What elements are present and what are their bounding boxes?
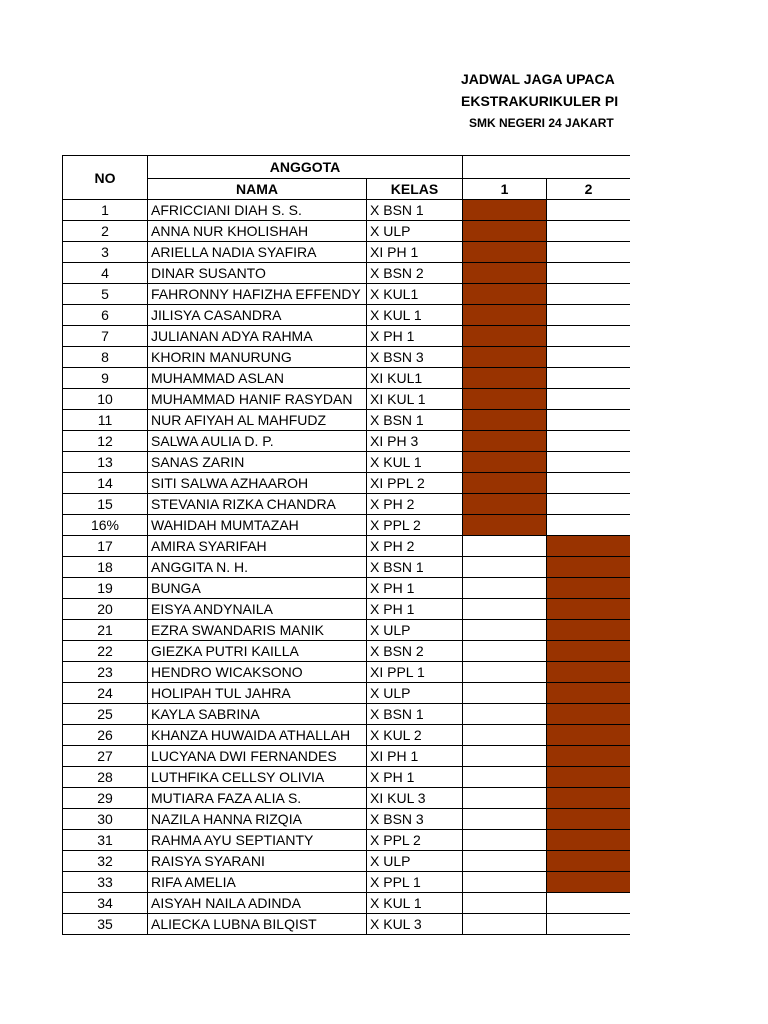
title-line-3: SMK NEGERI 24 JAKART — [469, 116, 614, 130]
cell-week-1 — [463, 662, 547, 683]
table-row — [63, 452, 631, 473]
cell-kelas: X KUL 1 — [367, 305, 463, 326]
cell-kelas: X KUL 2 — [367, 725, 463, 746]
cell-week-1 — [463, 389, 547, 410]
table-row — [63, 578, 631, 599]
col-header-week-1: 1 — [463, 179, 547, 200]
cell-no: 21 — [63, 620, 148, 641]
cell-kelas: X PH 1 — [367, 767, 463, 788]
table-row — [63, 515, 631, 536]
cell-kelas: XI KUL1 — [367, 368, 463, 389]
cell-kelas: X PPL 1 — [367, 872, 463, 893]
table-row — [63, 368, 631, 389]
cell-no: 9 — [63, 368, 148, 389]
cell-week-1 — [463, 515, 547, 536]
cell-week-2 — [547, 410, 630, 431]
cell-no: 33 — [63, 872, 148, 893]
cell-week-2 — [547, 200, 630, 221]
cell-no: 19 — [63, 578, 148, 599]
cell-week-2 — [547, 326, 630, 347]
cell-week-2 — [547, 389, 630, 410]
cell-no: 10 — [63, 389, 148, 410]
cell-no: 28 — [63, 767, 148, 788]
cell-week-2 — [547, 704, 630, 725]
cell-week-2 — [547, 746, 630, 767]
cell-kelas: X BSN 3 — [367, 347, 463, 368]
cell-week-2 — [547, 893, 630, 914]
cell-nama: HOLIPAH TUL JAHRA — [148, 683, 367, 704]
cell-nama: NUR AFIYAH AL MAHFUDZ — [148, 410, 367, 431]
cell-nama: ANNA NUR KHOLISHAH — [148, 221, 367, 242]
cell-week-2 — [547, 914, 630, 935]
cell-week-2 — [547, 725, 630, 746]
cell-nama: LUTHFIKA CELLSY OLIVIA — [148, 767, 367, 788]
cell-week-1 — [463, 494, 547, 515]
cell-no: 20 — [63, 599, 148, 620]
cell-week-1 — [463, 452, 547, 473]
cell-week-1 — [463, 263, 547, 284]
cell-nama: BUNGA — [148, 578, 367, 599]
table-row — [63, 263, 631, 284]
cell-nama: STEVANIA RIZKA CHANDRA — [148, 494, 367, 515]
table-row — [63, 872, 631, 893]
cell-no: 6 — [63, 305, 148, 326]
cell-week-1 — [463, 305, 547, 326]
cell-week-1 — [463, 683, 547, 704]
cell-week-2 — [547, 620, 630, 641]
header-row-2 — [63, 179, 631, 200]
cell-no: 5 — [63, 284, 148, 305]
table-row — [63, 767, 631, 788]
cell-kelas: XI PPL 2 — [367, 473, 463, 494]
cell-week-2 — [547, 221, 630, 242]
cell-week-2 — [547, 263, 630, 284]
cell-no: 11 — [63, 410, 148, 431]
cell-week-2 — [547, 557, 630, 578]
col-header-anggota: ANGGOTA — [148, 156, 463, 179]
cell-no: 16% — [63, 515, 148, 536]
cell-week-2 — [547, 830, 630, 851]
cell-nama: DINAR SUSANTO — [148, 263, 367, 284]
table-row — [63, 242, 631, 263]
cell-nama: MUTIARA FAZA ALIA S. — [148, 788, 367, 809]
cell-no: 34 — [63, 893, 148, 914]
cell-nama: LUCYANA DWI FERNANDES — [148, 746, 367, 767]
cell-nama: RIFA AMELIA — [148, 872, 367, 893]
cell-week-2 — [547, 431, 630, 452]
header-row-1 — [63, 156, 631, 179]
cell-week-1 — [463, 200, 547, 221]
table-row — [63, 200, 631, 221]
cell-nama: JULIANAN ADYA RAHMA — [148, 326, 367, 347]
cell-kelas: X BSN 1 — [367, 410, 463, 431]
cell-kelas: XI PPL 1 — [367, 662, 463, 683]
table-row — [63, 389, 631, 410]
cell-nama: EZRA SWANDARIS MANIK — [148, 620, 367, 641]
cell-week-2 — [547, 641, 630, 662]
col-header-no: NO — [63, 156, 148, 200]
cell-no: 18 — [63, 557, 148, 578]
cell-week-1 — [463, 536, 547, 557]
cell-kelas: X ULP — [367, 620, 463, 641]
title-line-2: EKSTRAKURIKULER PI — [461, 93, 619, 109]
table-row — [63, 788, 631, 809]
cell-nama: RAHMA AYU SEPTIANTY — [148, 830, 367, 851]
cell-week-2 — [547, 473, 630, 494]
cell-no: 35 — [63, 914, 148, 935]
cell-no: 14 — [63, 473, 148, 494]
cell-kelas: X KUL1 — [367, 284, 463, 305]
cell-kelas: X ULP — [367, 221, 463, 242]
col-header-kelas: KELAS — [367, 179, 463, 200]
cell-week-1 — [463, 851, 547, 872]
table-row — [63, 725, 631, 746]
cell-week-1 — [463, 557, 547, 578]
cell-kelas: XI KUL 1 — [367, 389, 463, 410]
cell-no: 8 — [63, 347, 148, 368]
cell-kelas: X KUL 1 — [367, 893, 463, 914]
cell-no: 22 — [63, 641, 148, 662]
cell-week-1 — [463, 914, 547, 935]
cell-week-1 — [463, 620, 547, 641]
cell-kelas: X BSN 1 — [367, 557, 463, 578]
cell-kelas: X BSN 2 — [367, 641, 463, 662]
cell-nama: EISYA ANDYNAILA — [148, 599, 367, 620]
cell-nama: NAZILA HANNA RIZQIA — [148, 809, 367, 830]
cell-nama: ALIECKA LUBNA BILQIST — [148, 914, 367, 935]
col-header-schedule — [463, 156, 630, 179]
cell-week-1 — [463, 704, 547, 725]
cell-kelas: X BSN 3 — [367, 809, 463, 830]
cell-week-1 — [463, 746, 547, 767]
cell-week-2 — [547, 683, 630, 704]
cell-kelas: XI PH 1 — [367, 242, 463, 263]
cell-kelas: X PH 1 — [367, 326, 463, 347]
cell-kelas: X PPL 2 — [367, 830, 463, 851]
table-row — [63, 641, 631, 662]
cell-week-2 — [547, 851, 630, 872]
cell-kelas: X PH 2 — [367, 536, 463, 557]
cell-nama: AFRICCIANI DIAH S. S. — [148, 200, 367, 221]
cell-week-1 — [463, 788, 547, 809]
table-row — [63, 494, 631, 515]
title-line-1: JADWAL JAGA UPACA — [461, 71, 615, 87]
table-row — [63, 746, 631, 767]
cell-week-1 — [463, 641, 547, 662]
cell-nama: ARIELLA NADIA SYAFIRA — [148, 242, 367, 263]
cell-no: 27 — [63, 746, 148, 767]
cell-week-1 — [463, 599, 547, 620]
cell-week-1 — [463, 767, 547, 788]
table-row — [63, 431, 631, 452]
table-row — [63, 893, 631, 914]
cell-no: 32 — [63, 851, 148, 872]
cell-week-1 — [463, 221, 547, 242]
table-row — [63, 662, 631, 683]
cell-week-2 — [547, 872, 630, 893]
table-row — [63, 284, 631, 305]
cell-nama: MUHAMMAD HANIF RASYDAN — [148, 389, 367, 410]
cell-no: 17 — [63, 536, 148, 557]
cell-kelas: XI PH 1 — [367, 746, 463, 767]
cell-no: 1 — [63, 200, 148, 221]
cell-week-2 — [547, 284, 630, 305]
cell-no: 3 — [63, 242, 148, 263]
cell-week-1 — [463, 725, 547, 746]
cell-week-2 — [547, 242, 630, 263]
table-row — [63, 557, 631, 578]
cell-no: 15 — [63, 494, 148, 515]
cell-no: 13 — [63, 452, 148, 473]
cell-week-1 — [463, 347, 547, 368]
table-row — [63, 536, 631, 557]
cell-week-1 — [463, 578, 547, 599]
cell-kelas: X PPL 2 — [367, 515, 463, 536]
cell-kelas: X BSN 2 — [367, 263, 463, 284]
cell-nama: AISYAH NAILA ADINDA — [148, 893, 367, 914]
cell-week-1 — [463, 872, 547, 893]
cell-week-1 — [463, 809, 547, 830]
cell-nama: SANAS ZARIN — [148, 452, 367, 473]
cell-no: 30 — [63, 809, 148, 830]
cell-no: 29 — [63, 788, 148, 809]
table-row — [63, 683, 631, 704]
cell-no: 31 — [63, 830, 148, 851]
cell-kelas: X PH 2 — [367, 494, 463, 515]
cell-nama: KHANZA HUWAIDA ATHALLAH — [148, 725, 367, 746]
cell-kelas: X KUL 1 — [367, 452, 463, 473]
table-row — [63, 599, 631, 620]
cell-nama: GIEZKA PUTRI KAILLA — [148, 641, 367, 662]
table-row — [63, 410, 631, 431]
cell-nama: AMIRA SYARIFAH — [148, 536, 367, 557]
table-row — [63, 473, 631, 494]
cell-nama: FAHRONNY HAFIZHA EFFENDY — [148, 284, 367, 305]
cell-nama: WAHIDAH MUMTAZAH — [148, 515, 367, 536]
cell-kelas: XI PH 3 — [367, 431, 463, 452]
cell-nama: JILISYA CASANDRA — [148, 305, 367, 326]
cell-week-2 — [547, 578, 630, 599]
cell-week-1 — [463, 830, 547, 851]
cell-week-1 — [463, 326, 547, 347]
cell-nama: SALWA AULIA D. P. — [148, 431, 367, 452]
cell-kelas: X ULP — [367, 851, 463, 872]
cell-nama: HENDRO WICAKSONO — [148, 662, 367, 683]
cell-week-2 — [547, 368, 630, 389]
cell-week-2 — [547, 662, 630, 683]
cell-week-1 — [463, 893, 547, 914]
cell-week-1 — [463, 410, 547, 431]
cell-no: 4 — [63, 263, 148, 284]
cell-nama: MUHAMMAD ASLAN — [148, 368, 367, 389]
cell-kelas: X BSN 1 — [367, 200, 463, 221]
cell-week-1 — [463, 242, 547, 263]
table-row — [63, 851, 631, 872]
cell-week-1 — [463, 473, 547, 494]
cell-nama: KHORIN MANURUNG — [148, 347, 367, 368]
cell-week-2 — [547, 305, 630, 326]
table-row — [63, 704, 631, 725]
cell-week-2 — [547, 515, 630, 536]
cell-kelas: X ULP — [367, 683, 463, 704]
cell-no: 2 — [63, 221, 148, 242]
cell-no: 7 — [63, 326, 148, 347]
table-row — [63, 305, 631, 326]
cell-week-2 — [547, 788, 630, 809]
table-row — [63, 347, 631, 368]
cell-week-2 — [547, 809, 630, 830]
table-body — [63, 200, 631, 935]
table-row — [63, 620, 631, 641]
cell-no: 24 — [63, 683, 148, 704]
cell-no: 25 — [63, 704, 148, 725]
schedule-table — [62, 155, 630, 935]
cell-no: 26 — [63, 725, 148, 746]
table-row — [63, 221, 631, 242]
cell-nama: ANGGITA N. H. — [148, 557, 367, 578]
cell-week-2 — [547, 494, 630, 515]
cell-kelas: XI KUL 3 — [367, 788, 463, 809]
col-header-week-2: 2 — [547, 179, 630, 200]
cell-nama: RAISYA SYARANI — [148, 851, 367, 872]
cell-week-2 — [547, 767, 630, 788]
cell-nama: KAYLA SABRINA — [148, 704, 367, 725]
cell-week-1 — [463, 284, 547, 305]
col-header-nama: NAMA — [148, 179, 367, 200]
cell-kelas: X PH 1 — [367, 578, 463, 599]
cell-week-2 — [547, 599, 630, 620]
cell-week-1 — [463, 431, 547, 452]
cell-week-1 — [463, 368, 547, 389]
cell-kelas: X KUL 3 — [367, 914, 463, 935]
cell-kelas: X BSN 1 — [367, 704, 463, 725]
table-row — [63, 326, 631, 347]
cell-no: 12 — [63, 431, 148, 452]
cell-no: 23 — [63, 662, 148, 683]
table-row — [63, 914, 631, 935]
table-row — [63, 830, 631, 851]
cell-kelas: X PH 1 — [367, 599, 463, 620]
cell-week-2 — [547, 347, 630, 368]
cell-week-2 — [547, 536, 630, 557]
table-row — [63, 809, 631, 830]
cell-week-2 — [547, 452, 630, 473]
cell-nama: SITI SALWA AZHAAROH — [148, 473, 367, 494]
